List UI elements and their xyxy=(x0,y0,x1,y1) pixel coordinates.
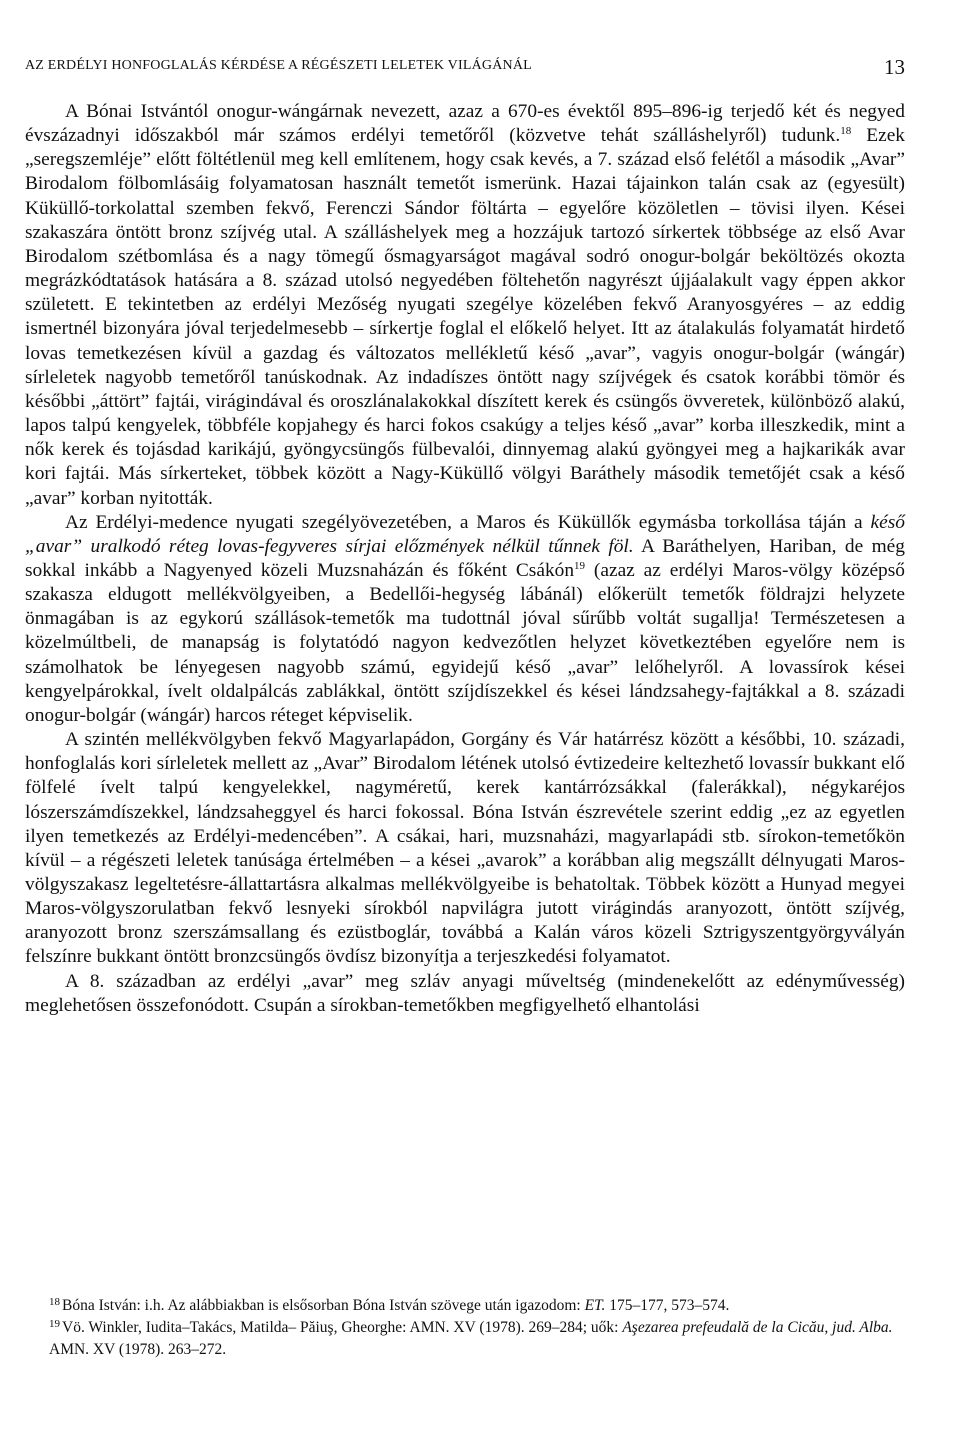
paragraph-2-emphasis: késő „avar” uralkodó réteg lovas-fegyveres sírjai előzmények nélkül tűnnek föl. xyxy=(25,511,905,557)
paragraph-4: A 8. században az erdélyi „avar” meg szláv anyagi műveltség (mindenekelőtt az edényművesség) meglehetősen összefonódott. Csupán a sírokban-temetőkben megfigyelhető elhantolási xyxy=(25,970,905,1016)
footnote-19 xyxy=(25,1317,905,1361)
footnote-19-text-b: AMN. XV (1978). 263–272. xyxy=(49,1341,227,1358)
footnote-19-text-a: Vö. Winkler, Iudita–Takács, Matilda– Păiuş, Gheorghe: AMN. XV (1978). 269–284; uők: xyxy=(62,1319,623,1336)
footnote-18-text-b: 175–177, 573–574. xyxy=(605,1297,730,1314)
footnote-ref-18: 18 xyxy=(840,125,852,138)
paragraph-2-text-c: (azaz az erdélyi Maros-völgy középső szakasza eldugott mellékvölgyeiben, a Bedellői-hegység lábánál) előkerült temetők földrajzi helyzete önmagában is az egykorú szállások-temetők ma tudottnál jóval sűrűbb voltát sugallja! Természetesen a közelmúltbeli, de manapság is folytatódó nagyon kedvezőtlen helyzet következtében egyelőre nem is számolhatok be lényegesen nagyobb számú, egyidejű késő „avar” lelőhelyről. A lovassírok kései kengyelpárokkal, ívelt oldalpálcás zablákkal, öntött szíjdíszekkel és kései lándzsahegy-fajtákkal a 8. századi onogur-bolgár (wángár) harcos réteget képviselik. xyxy=(25,559,905,726)
footnote-ref-19: 19 xyxy=(574,559,586,572)
footnote-18 xyxy=(25,1295,905,1317)
paragraph-2-text-a: Az Erdélyi-medence nyugati szegélyövezetében, a Maros és Küküllők egymásba torkollása táján a xyxy=(65,511,871,533)
running-header-title: AZ ERDÉLYI HONFOGLALÁS KÉRDÉSE A RÉGÉSZETI LELETEK VILÁGÁNÁL xyxy=(25,58,532,73)
footnote-18-text-a: Bóna István: i.h. Az alábbiakban is elsősorban Bóna István szövege után igazodom: xyxy=(62,1297,585,1314)
paragraph-1-text-a: A Bónai Istvántól onogur-wángárnak nevezett, azaz a 670-es évektől 895–896-ig terjedő két és negyed évszázadnyi időszakból már számos erdélyi temetőről (közvetve tehát szálláshelyről) tudunk. xyxy=(25,101,905,147)
footnote-18-number: 18 xyxy=(49,1296,60,1308)
paragraph-2-text-b: A Baráthelyen, Hariban, de még sokkal inkább a Nagyenyed közeli Muzsnaházán és főként Csákón xyxy=(25,535,905,581)
paragraph-2 xyxy=(25,511,905,728)
paragraph-1 xyxy=(25,100,905,511)
paragraph-1-text-b: Ezek „seregszemléje” előtt föltétlenül meg kell említenem, hogy csak kevés, a 7. század első felétől a második „Avar” Birodalom fölbomlásáig folyamatosan használt temetőt ismerünk. Hazai tájainkon talán csak az (egyesült) Küküllő-torkolattal szemben fekvő, Ferenczi Sándor föltárta – egyelőre közöletlen – tövisi ilyen. Kései szakaszára öntött bronz szíjvég utal. A szálláshelyek meg a hozzájuk tartozó sírkertek többsége az első Avar Birodalom szétbomlása és a nagy tömegű ősmagyarságot magával sodró onogur-bolgár beköltözés okozta megrázkódtatások hatására a 8. század utolsó negyedében föltehetőn nagyrészt újjáalakult vagy éppen akkor született. E tekintetben az erdélyi Mezőség nyugati szegélye közelében fekvő Aranyosgyéres – az eddig ismertnél bizonyára jóval terjedelmesebb – sírkertje foglal el előkelő helyet. Itt az átalakulás folyamatát hirdető lovas temetkezésen kívül a gazdag és változatos mellékletű késő „avar”, vagyis onogur-bolgár (wángár) sírleletek nagyobb temetőről tanúskodnak. Az indadíszes öntött nagy szíjvégek és csatok korábbi tömör és későbbi „áttört” fajtái, virágindával és oroszlánalakokkal díszített kerek és csüngős övveretek, különböző alakú, lapos talpú kengyelek, többféle kopjahegy és harci fokos csakúgy a teljes késő „avar” korba illeszkedik, mint a nők kerek és tojásdad karikájú, gyöngycsüngős fülbevalói, dinnyemag alakú gyöngyei meg a hajkarikák avar kori fajtái. Más sírkerteket, többek között a Nagy-Küküllő völgyi Baráthely második temetőjét csak a késő „avar” korban nyitották. xyxy=(25,125,905,509)
paragraph-3: A szintén mellékvölgyben fekvő Magyarlapádon, Gorgány és Vár határrész között a későbbi, 10. századi, honfoglalás kori sírleletek mellett az „Avar” Birodalom létének utolsó évtizedeire keltezhető lovassír bukkant elő fölfelé ívelt talpú kengyelekkel, nagyméretű, kerek kantárrózsákkal (falerákkal), négykaréjos lószerszámdíszekkel, lándzsaheggyel és harci fokossal. Bóna István észrevétele szerint eddig „ez az egyetlen ilyen temetkezés az Erdélyi-medencében”. A csákai, hari, muzsnaházi, magyarlapádi stb. sírokon-temetőkön kívül – a régészeti leletek tanúsága értelmében – a kései „avarok” a korábban alig megszállt délnyugati Maros-völgyszakasz legeltetésre-állattartásra alkalmas mellékvölgyeibe is behatoltak. Többek között a Hunyad megyei Maros-völgyszorulatban fekvő lesnyeki sírokból napvilágra jutott virágindás aranyozott, öntött szíjvég, aranyozott bronz szerszámsallang és ezüstboglár, továbbá a Kalán város közeli Sztrigyszentgyörgyvályán felszínre bukkant öntött bronzcsüngős övdísz bizonyítja a terjeszkedési folyamatot. xyxy=(25,729,905,968)
footnotes xyxy=(25,1295,905,1361)
page-number: 13 xyxy=(884,55,905,79)
footnote-19-emphasis: Aşezarea prefeudală de la Cicău, jud. Alba. xyxy=(622,1319,893,1336)
running-header xyxy=(25,55,905,81)
footnote-19-number: 19 xyxy=(49,1318,60,1330)
footnote-18-emphasis: ET. xyxy=(584,1297,606,1314)
body-text xyxy=(25,100,905,1018)
